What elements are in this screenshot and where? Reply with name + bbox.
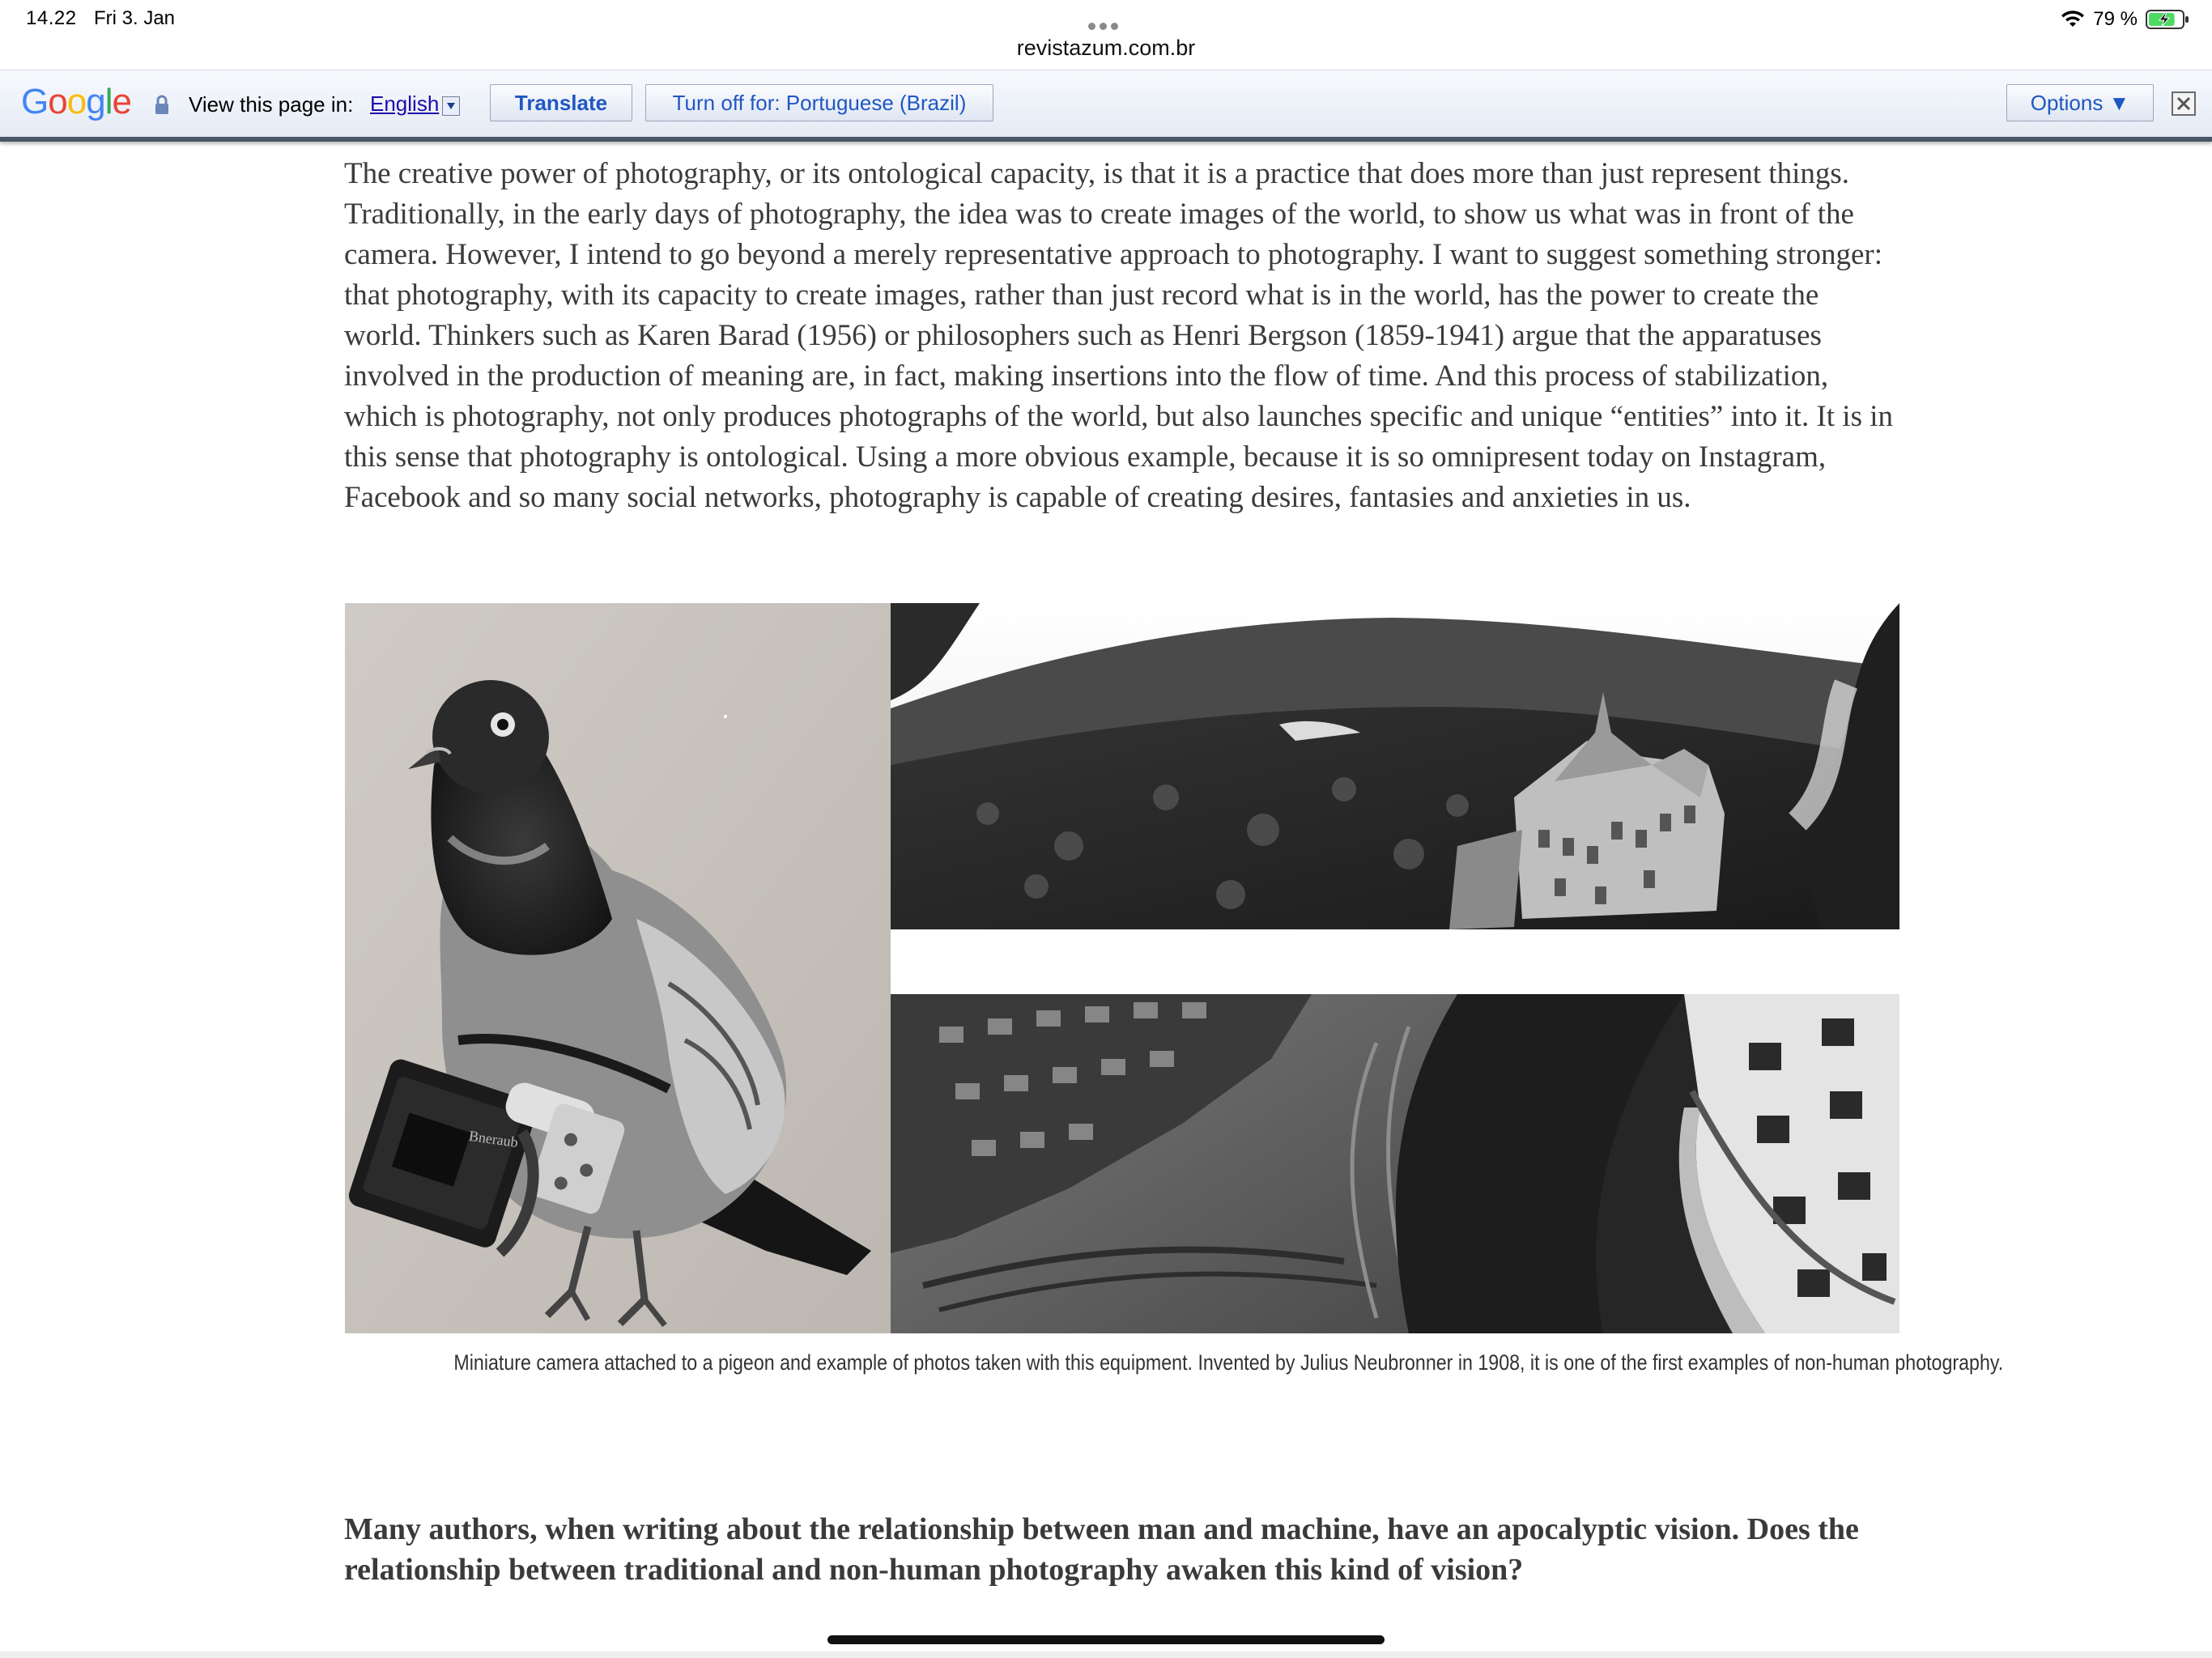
lock-icon [154, 95, 170, 116]
translate-button[interactable]: Translate [490, 84, 632, 121]
page-bottom-edge [0, 1652, 2212, 1658]
status-indicators [2061, 6, 2189, 32]
battery-charging-icon [2146, 9, 2189, 30]
close-translate-bar-button[interactable] [2172, 91, 2196, 116]
status-bar [0, 0, 2212, 40]
language-link[interactable]: English [370, 91, 440, 116]
close-icon[interactable] [2173, 93, 2194, 114]
interview-question: Many authors, when writing about the relationship between man and machine, have an apocalyptic vision. Does the relationship between traditional and non-human photography awaken this kind of vision? [344, 1512, 1859, 1587]
home-indicator[interactable] [827, 1635, 1385, 1644]
language-select[interactable] [370, 91, 460, 117]
view-page-in-label: View this page in: [189, 92, 354, 117]
turn-off-translation-button[interactable]: Turn off for: Portuguese (Brazil) [645, 84, 993, 121]
dropdown-arrow-icon[interactable] [442, 96, 460, 116]
options-button[interactable]: Options ▼ [2006, 84, 2154, 121]
google-translate-bar [0, 70, 2212, 142]
battery-percent: 79 % [2093, 8, 2138, 30]
status-date: Fri 3. Jan [94, 7, 176, 29]
aerial-street-photo [891, 994, 1899, 1333]
figure-caption: Miniature camera attached to a pigeon and example of photos taken with this equipment. Invented by Julius Neubronner in 1908, it is one of the first examples of non-human photography. [453, 1350, 2004, 1375]
multitasking-dots-icon[interactable] [1088, 13, 1124, 21]
address-bar-url[interactable]: revistazum.com.br [1016, 36, 1196, 60]
pigeon-camera-photo [345, 603, 891, 1333]
camera-brand-text: Bneraub [467, 1127, 520, 1151]
article-paragraph: The creative power of photography, or its ontological capacity, is that it is a practice that does more than just represent things. Traditionally, in the early days of photography, the idea was to create images of the world, to show us what was in front of the camera. However, I intend to go beyond a merely representative approach to photography. I want to suggest something stronger: that photography, with its capacity to create images, rather than just record what is in the world, has the power to create the world. Thinkers such as Karen Barad (1956) or philosophers such as Henri Bergson (1859-1941) argue that the apparatuses involved in the production of meaning are, in fact, making insertions into the flow of time. And this process of stabilization, which is photography, not only produces photographs of the world, but also launches specific and unique “entities” into it. It is in this sense that photography is ontological. Using a more obvious example, because it is so omnipresent today on Instagram, Facebook and so many social networks, photography is capable of creating desires, fantasies and anxieties in us. [344, 157, 1893, 514]
wifi-icon [2061, 11, 2085, 28]
status-time: 14.22 [26, 7, 77, 29]
google-logo: Google [21, 82, 131, 121]
article-figure [345, 603, 1899, 1333]
aerial-castle-photo [891, 603, 1899, 929]
